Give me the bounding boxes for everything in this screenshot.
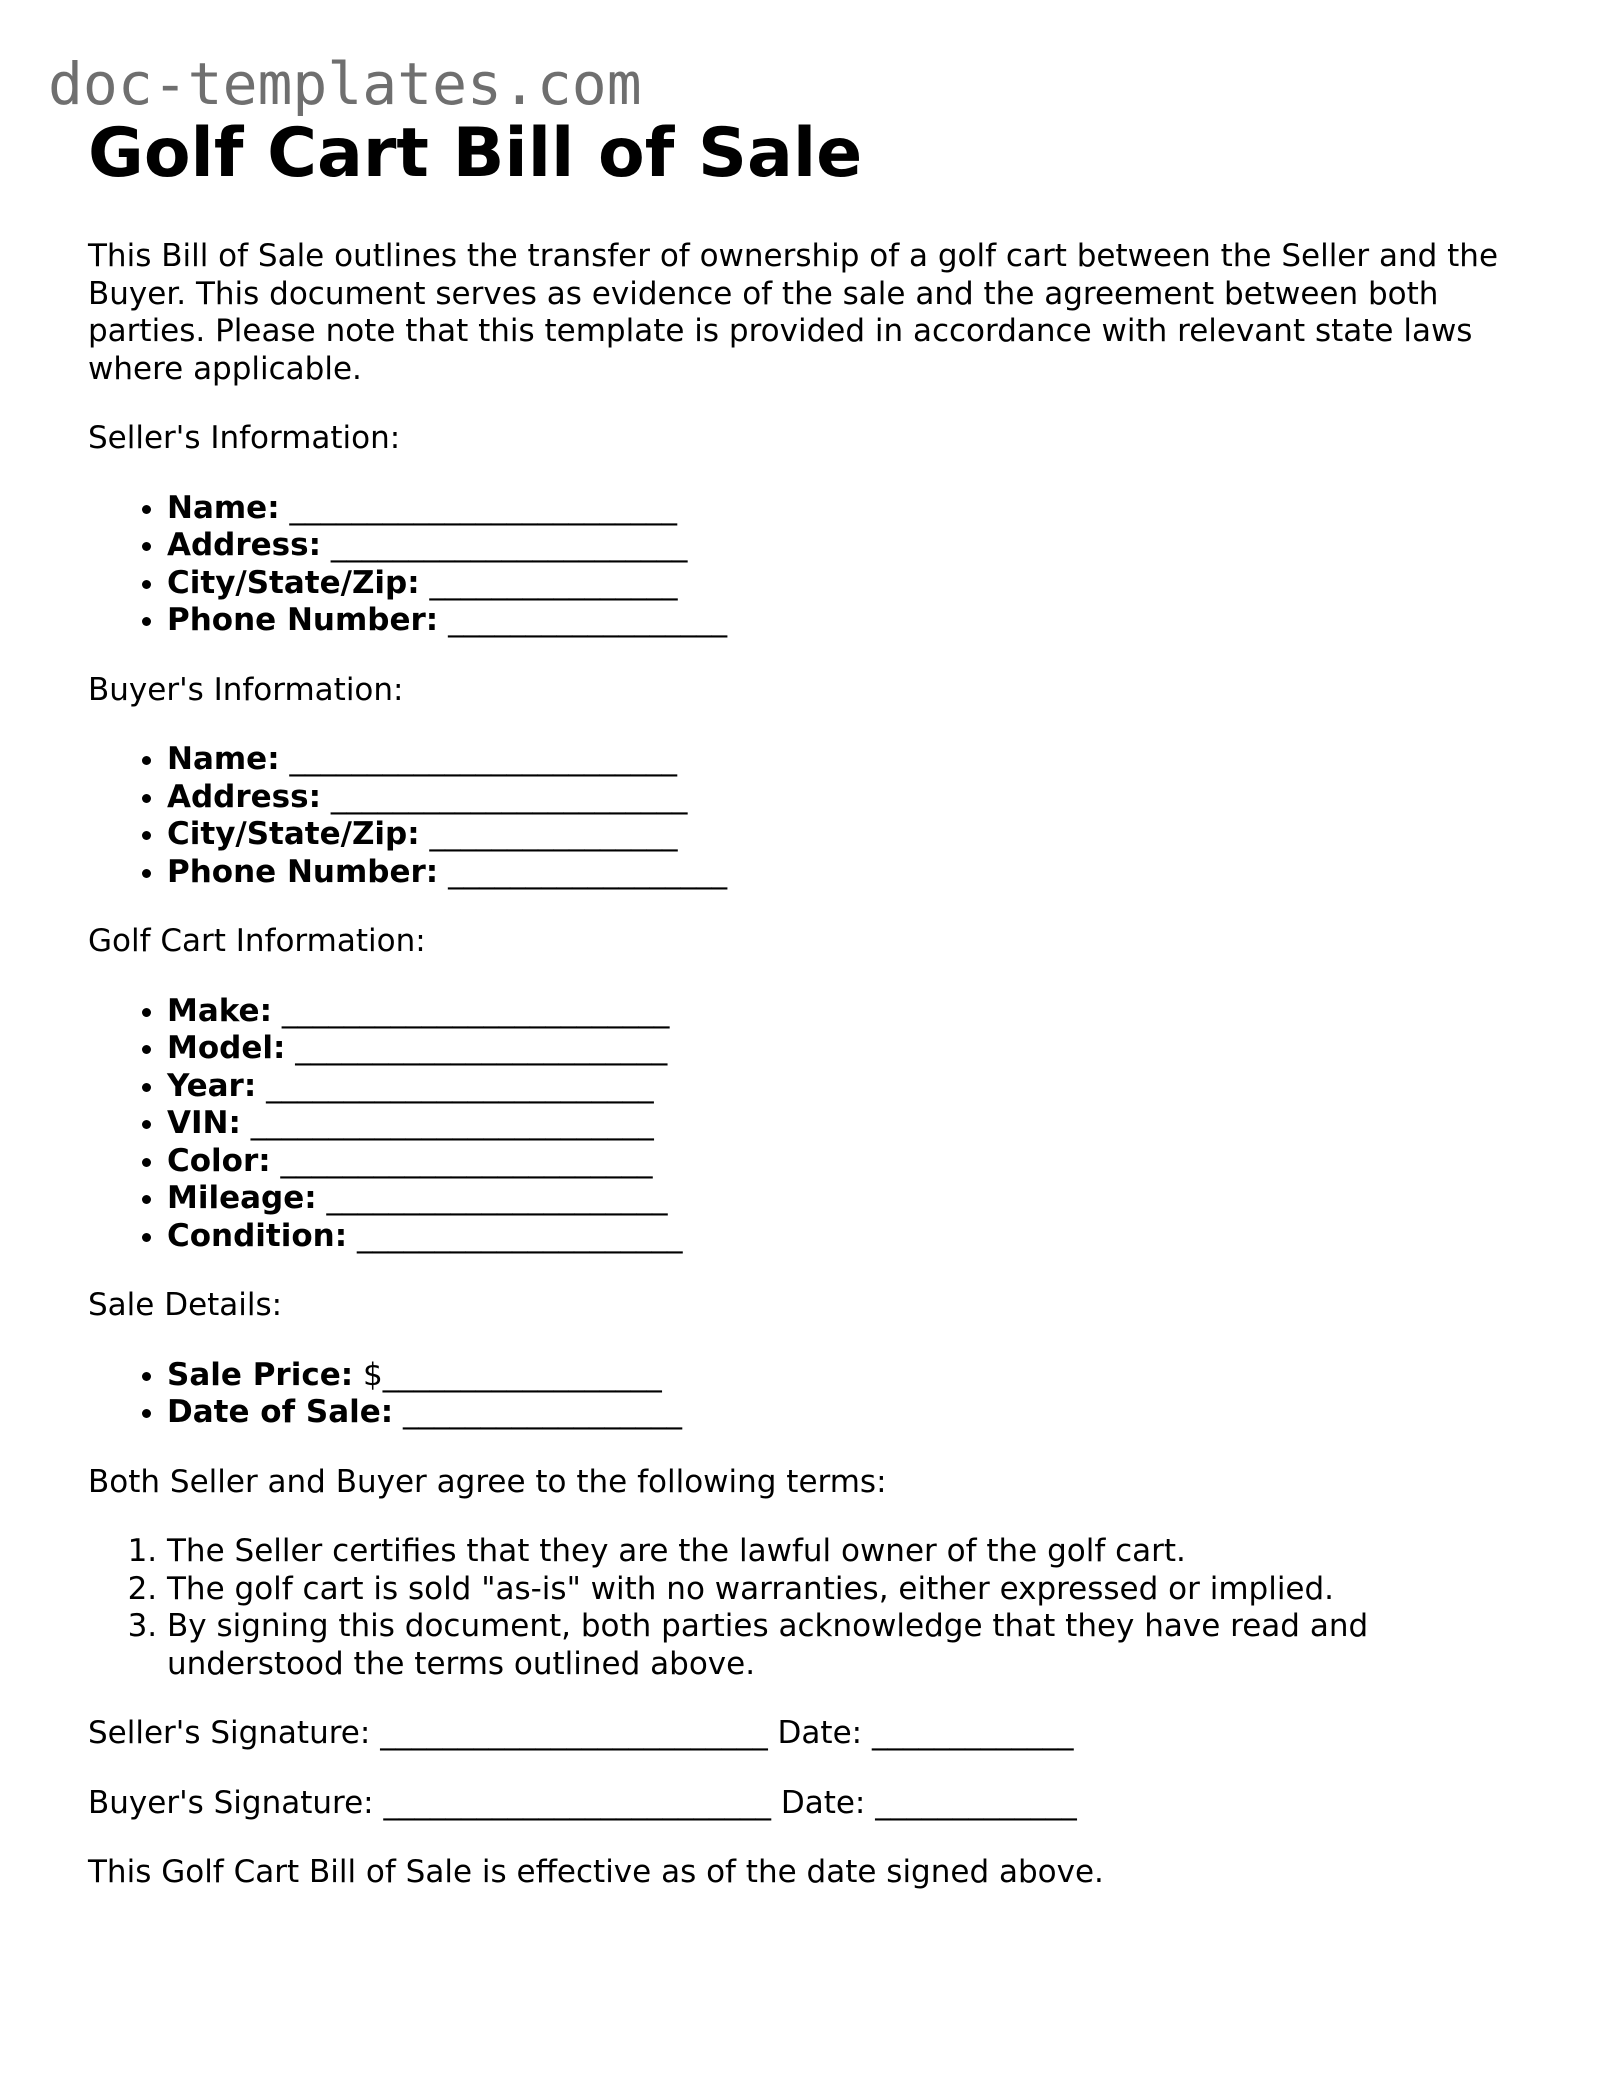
blank-line: _________________________ [289, 741, 677, 777]
field-label: Color: [167, 1142, 271, 1179]
field-label: Make: [167, 992, 272, 1029]
buyer-phone-field [167, 854, 1528, 892]
cart-vin-field [167, 1105, 1528, 1143]
field-label: City/State/Zip: [167, 564, 420, 601]
date-blank: _____________ [871, 1715, 1074, 1751]
field-label: Address: [167, 778, 321, 815]
blank-line: ______________________ [326, 1180, 668, 1216]
blank-line: __________________________ [250, 1105, 654, 1141]
cart-condition-field [167, 1218, 1528, 1256]
seller-fields-list [88, 490, 1528, 640]
cart-fields-list [88, 993, 1528, 1256]
term-item: 1. The Seller certifies that they are the lawful owner of the golf cart. [167, 1533, 1528, 1571]
buyer-city-state-zip-field [167, 816, 1528, 854]
blank-line: _______________________ [330, 527, 688, 563]
blank-line: $__________________ [362, 1356, 662, 1393]
cart-make-field [167, 993, 1528, 1031]
buyer-fields-list [88, 741, 1528, 891]
blank-line: _______________________ [330, 778, 688, 815]
blank-line: _____________________ [357, 1217, 683, 1254]
signature-blank: _________________________ [383, 1784, 771, 1821]
closing-statement: This Golf Cart Bill of Sale is effective as of the date signed above. [88, 1854, 1104, 1890]
blank-line: ________________ [429, 564, 678, 601]
document-title: Golf Cart Bill of Sale [88, 114, 863, 193]
field-label: Model: [167, 1030, 286, 1066]
signature-label: Buyer's Signature: [88, 1784, 374, 1821]
field-label: Phone Number: [167, 853, 439, 890]
buyer-address-field [167, 779, 1528, 817]
field-label: Date of Sale: [167, 1394, 394, 1430]
blank-line: __________________ [448, 602, 728, 638]
blank-line: ________________________ [295, 1030, 668, 1066]
field-label: Name: [167, 489, 280, 526]
seller-info-heading: Seller's Information: [88, 420, 401, 456]
blank-line: __________________ [403, 1394, 683, 1430]
signature-blank: _________________________ [380, 1715, 768, 1751]
seller-name-field [167, 490, 1528, 528]
blank-line: _________________________ [266, 1067, 654, 1104]
blank-line: _________________________ [289, 489, 677, 526]
cart-year-field [167, 1068, 1528, 1106]
term-item: 2. The golf cart is sold "as-is" with no warranties, either expressed or implied. [167, 1571, 1528, 1609]
field-label: City/State/Zip: [167, 816, 420, 852]
cart-model-field [167, 1030, 1528, 1068]
field-label: VIN: [167, 1105, 241, 1141]
sale-price-field [167, 1357, 1528, 1395]
field-label: Year: [167, 1067, 257, 1104]
field-label: Address: [167, 527, 321, 563]
sale-fields-list [88, 1357, 1528, 1432]
watermark-logo: doc-templates.com [48, 50, 642, 118]
field-label: Condition: [167, 1217, 348, 1254]
blank-line: ________________ [429, 816, 678, 852]
date-label: Date: [780, 1784, 866, 1821]
field-label: Mileage: [167, 1180, 317, 1216]
cart-info-heading: Golf Cart Information: [88, 923, 426, 959]
buyer-signature-line [88, 1785, 1528, 1823]
field-label: Sale Price: [167, 1356, 354, 1393]
field-label: Name: [167, 741, 280, 777]
cart-color-field [167, 1143, 1528, 1181]
seller-city-state-zip-field [167, 565, 1528, 603]
buyer-info-heading: Buyer's Information: [88, 671, 404, 708]
blank-line: __________________ [448, 853, 728, 890]
field-label: Phone Number: [167, 602, 439, 638]
terms-list [88, 1533, 1528, 1683]
sale-details-heading: Sale Details: [88, 1287, 283, 1323]
seller-phone-field [167, 602, 1528, 640]
seller-address-field [167, 527, 1528, 565]
date-blank: _____________ [875, 1784, 1077, 1821]
signature-label: Seller's Signature: [88, 1715, 371, 1751]
intro-paragraph: This Bill of Sale outlines the transfer of ownership of a golf cart between the Seller and the Buyer. This document serves as evidence of the sale and the agreement between both parties. Please note that this template is provided in accordance with relevant state laws where applicable. [88, 238, 1499, 387]
blank-line: _________________________ [281, 992, 670, 1029]
term-item: 3. By signing this document, both parties acknowledge that they have read and understood the terms outlined above. [167, 1608, 1528, 1683]
terms-heading: Both Seller and Buyer agree to the following terms: [88, 1463, 887, 1500]
date-label: Date: [777, 1715, 863, 1751]
buyer-name-field [167, 741, 1528, 779]
blank-line: ________________________ [280, 1142, 653, 1179]
seller-signature-line [88, 1715, 1528, 1753]
sale-date-field [167, 1394, 1528, 1432]
document-page [88, 112, 1528, 1892]
cart-mileage-field [167, 1180, 1528, 1218]
